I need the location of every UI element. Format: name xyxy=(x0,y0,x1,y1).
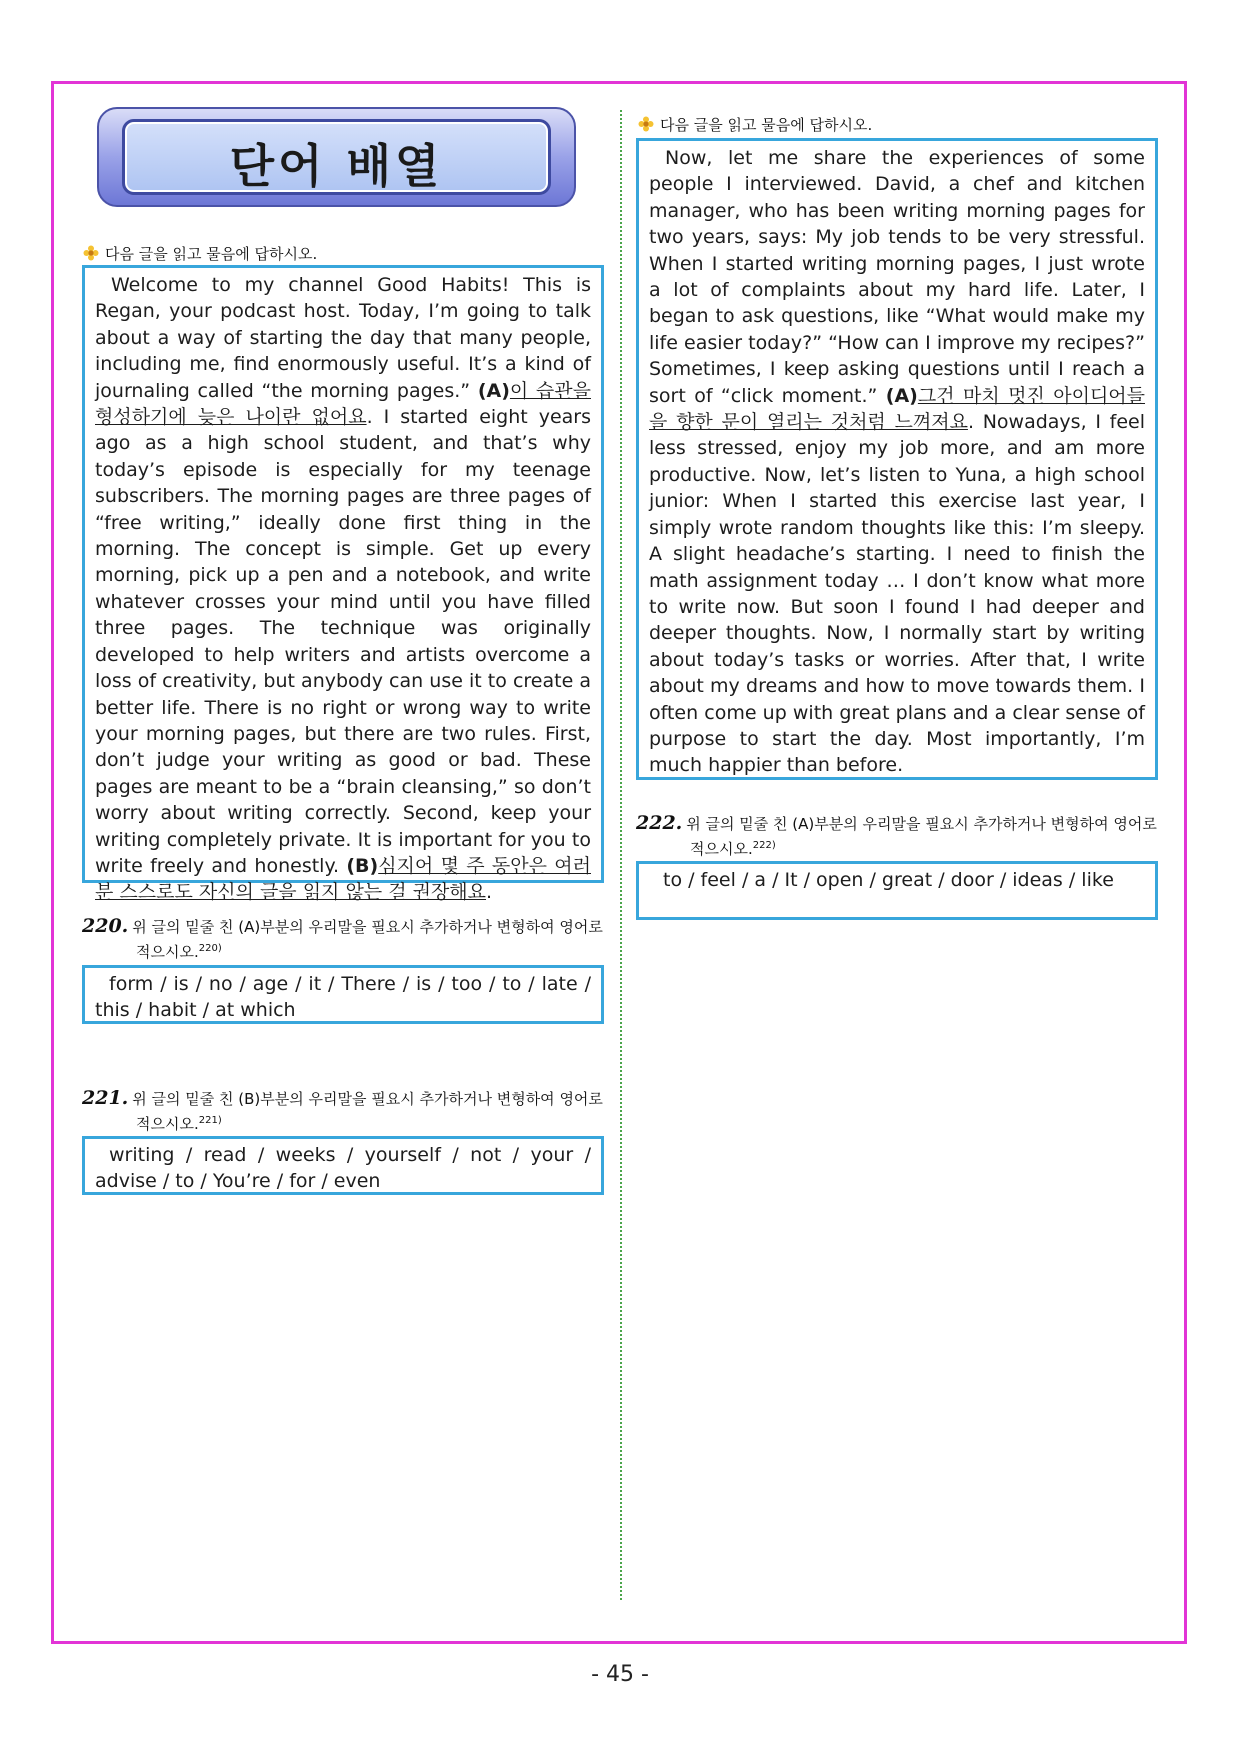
instruction-left xyxy=(83,243,317,264)
instruction-right xyxy=(638,114,872,135)
question-221 xyxy=(82,1087,604,1135)
answer-box-222 xyxy=(636,861,1158,920)
footnote-ref: 221) xyxy=(198,1115,222,1126)
title-badge-inner xyxy=(122,119,551,195)
footnote-ref: 220) xyxy=(198,943,222,954)
word-bank: form / is / no / age / it / There / is / too / to / late / this / habit / at which xyxy=(95,973,591,1021)
passage2-text-2: . Nowadays, I feel less stressed, enjoy my job more, and am more productive. Now, let’s listen to Yuna, a high school junior: When I started this exercise last year, I simply wrote random thoughts like this: I’m sleepy. A slight headache’s starting. I need to finish the math assignment today … I don’t know what more to write now. But soon I found I had deeper and deeper thoughts. Now, I normally start by writing about today’s tasks or worries. After that, I write about my dreams and how to move towards them. I often come up with great plans and a clear sense of purpose to start the day. Most importantly, I’m much happier than before. xyxy=(649,411,1146,777)
instruction-text: 다음 글을 읽고 물음에 답하시오. xyxy=(105,245,318,263)
question-text: 위 글의 밑줄 친 (B)부분의 우리말을 필요시 추가하거나 변형하여 영어로 적으시오. xyxy=(132,1090,603,1133)
column-divider xyxy=(620,110,622,1600)
passage2-text: Now, let me share the experiences of some people I interviewed. David, a chef and kitchen manager, who has been writing morning pages for two years, says: My job tends to be very stressful. When I started writing morning pages, I just wrote a lot of complaints about my hard life. Later, I began to ask questions, like “What would make my life easier today?” “How can I improve my recipes?” Sometimes, I keep asking questions until I reach a sort of “click moment.” xyxy=(649,147,1145,407)
flower-icon xyxy=(638,116,654,132)
question-number: 222. xyxy=(636,812,683,834)
page-title: 단어 배열 xyxy=(229,139,444,193)
answer-box-220 xyxy=(82,965,604,1024)
answer-box-221 xyxy=(82,1136,604,1195)
passage2-a-label: (A) xyxy=(885,384,918,407)
passage1-b-underlined: 심지어 몇 주 동안은 여러분 스스로도 자신의 글을 읽지 않는 걸 권장해요 xyxy=(95,854,591,904)
question-text: 위 글의 밑줄 친 (A)부분의 우리말을 필요시 추가하거나 변형하여 영어로 적으시오. xyxy=(132,918,603,961)
footnote-ref: 222) xyxy=(752,840,776,851)
passage-box-2 xyxy=(636,138,1158,780)
passage1-text-2: . I started eight years ago as a high school student, and that’s why today’s episode is especially for my teenage subscribers. The morning pages are three pages of “free writing,” ideally done first thing in the morning. The concept is simple. Get up every morning, pick up a pen and a notebook, and write whatever crosses your mind until you have filled three pages. The technique was originally developed to help writers and artists overcome a loss of creativity, but anybody can use it to create a better life. There is no right or wrong way to write your morning pages, but there are two rules. First, don’t judge your writing as good or bad. These pages are meant to be a “brain cleansing,” so don’t worry about writing correctly. Second, keep your writing completely private. It is important for you to write freely and honestly. xyxy=(95,406,591,877)
passage1-a-label: (A) xyxy=(477,379,510,402)
passage2-a-underlined: 그건 마치 멋진 아이디어들을 향한 문이 열리는 것처럼 느껴져요 xyxy=(649,384,1146,434)
word-bank: writing / read / weeks / yourself / not / your / advise / to / You’re / for / even xyxy=(95,1144,591,1192)
title-badge xyxy=(97,107,576,207)
question-number: 220. xyxy=(82,915,129,937)
passage1-text-3: . xyxy=(486,881,493,904)
instruction-text: 다음 글을 읽고 물음에 답하시오. xyxy=(660,116,873,134)
passage1-text: Welcome to my channel Good Habits! This is Regan, your podcast host. Today, I’m going to talk about a way of starting the day that many people, including me, find enormously useful. It’s a kind of journaling called “the morning pages.” xyxy=(95,274,591,402)
passage-box-1 xyxy=(82,265,604,904)
question-number: 221. xyxy=(82,1087,129,1109)
page-number: - 45 - xyxy=(591,1662,649,1687)
question-text: 위 글의 밑줄 친 (A)부분의 우리말을 필요시 추가하거나 변형하여 영어로 적으시오. xyxy=(686,815,1157,858)
flower-icon xyxy=(83,245,99,261)
word-bank: to / feel / a / It / open / great / door / ideas / like xyxy=(663,869,1114,891)
question-220 xyxy=(82,915,604,963)
question-222 xyxy=(636,812,1158,860)
passage1-b-label: (B) xyxy=(346,854,379,877)
passage1-a-underlined: 이 습관을 형성하기에 늦은 나이란 없어요 xyxy=(95,379,591,429)
